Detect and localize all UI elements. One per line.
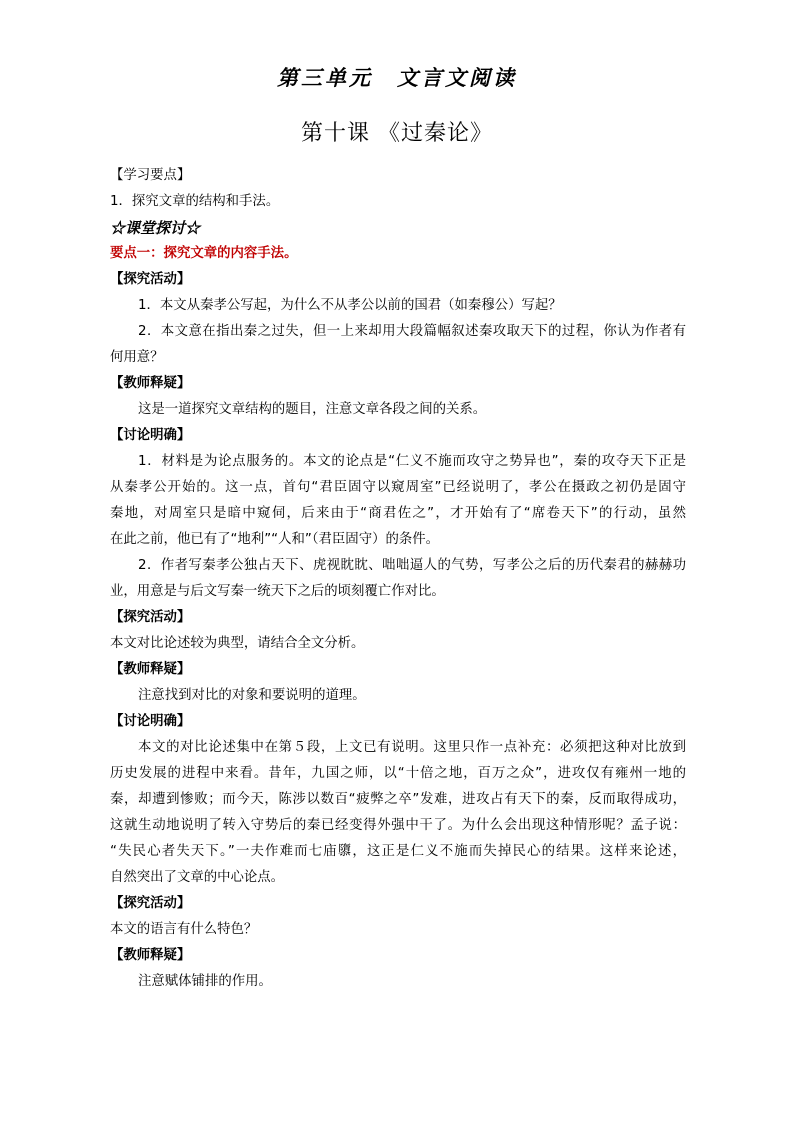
discussion-text: 在此之前，他已有了“地利”“人和”（君臣固守）的条件。 <box>110 532 440 547</box>
discussion-text: 本文的对比论述集中在第５段，上文已有说明。这里只作一点补充：必须把这种对比放到 <box>138 740 686 755</box>
discussion-text: 秦地，对周室只是暗中窥伺，后来由于“商君佐之”，才开始有了“席卷天下”的行动，虽然 <box>110 506 686 521</box>
discussion-text: 这就生动地说明了转入守势后的秦已经变得外强中干了。为什么会出现这种情形呢？孟子说： <box>110 818 686 833</box>
section-heading-teacher: 【教师释疑】 <box>110 662 191 677</box>
teacher-note: 这是一道探究文章结构的题目，注意文章各段之间的关系。 <box>138 402 487 417</box>
discussion-text: 1．材料是为论点服务的。本文的论点是“仁义不施而攻守之势异也”，秦的攻夺天下正是 <box>138 454 686 469</box>
section-heading-explore: 【探究活动】 <box>110 272 191 287</box>
question-text: 本文对比论述较为典型，请结合全文分析。 <box>110 636 365 651</box>
question-text: 1．本文从秦孝公写起，为什么不从孝公以前的国君（如秦穆公）写起？ <box>138 298 562 313</box>
teacher-note: 注意找到对比的对象和要说明的道理。 <box>138 688 366 703</box>
discussion-text: 历史发展的进程中来看。昔年，九国之师，以“十倍之地，百万之众”，进攻仅有雍州一地的 <box>110 766 686 781</box>
question-text: 2．本文意在指出秦之过失，但一上来却用大段篇幅叙述秦攻取天下的过程，你认为作者有 <box>138 324 686 339</box>
section-heading-teacher: 【教师释疑】 <box>110 376 191 391</box>
section-heading-discuss: 【讨论明确】 <box>110 714 191 729</box>
discussion-text: 2．作者写秦孝公独占天下、虎视眈眈、咄咄逼人的气势，写孝公之后的历代秦君的赫赫功 <box>138 558 686 573</box>
discussion-text: 秦，却遭到惨败；而今天，陈涉以数百“疲弊之卒”发难，进攻占有天下的秦，反而取得成功， <box>110 792 686 807</box>
section-heading-explore: 【探究活动】 <box>110 610 191 625</box>
discussion-text: 自然突出了文章的中心论点。 <box>110 870 285 885</box>
section-heading-explore: 【探究活动】 <box>110 896 191 911</box>
question-text: 本文的语言有什么特色？ <box>110 922 258 937</box>
section-heading-teacher: 【教师释疑】 <box>110 948 191 963</box>
question-text: 何用意？ <box>110 350 164 365</box>
discussion-text: 业，用意是与后文写秦一统天下之后的顷刻覆亡作对比。 <box>110 584 445 599</box>
study-points-heading: 【学习要点】 <box>110 168 191 183</box>
discussion-text: “失民心者失天下。”一夫作难而七庙隳，这正是仁义不施而失掉民心的结果。这样来论述， <box>110 844 686 859</box>
teacher-note: 注意赋体铺排的作用。 <box>138 974 272 989</box>
section-heading-discuss: 【讨论明确】 <box>110 428 191 443</box>
classroom-heading: ☆课堂探讨☆ <box>110 219 201 237</box>
study-point-item: 1．探究文章的结构和手法。 <box>110 194 280 209</box>
unit-title: 第三单元 文言文阅读 <box>277 65 517 90</box>
lesson-title: 第十课 《过秦论》 <box>301 121 493 146</box>
point-heading: 要点一：探究文章的内容手法。 <box>110 246 298 261</box>
discussion-text: 从秦孝公开始的。这一点，首句“君臣固守以窥周室”已经说明了，孝公在摄政之初仍是固守 <box>110 480 686 495</box>
document-body <box>110 163 686 995</box>
